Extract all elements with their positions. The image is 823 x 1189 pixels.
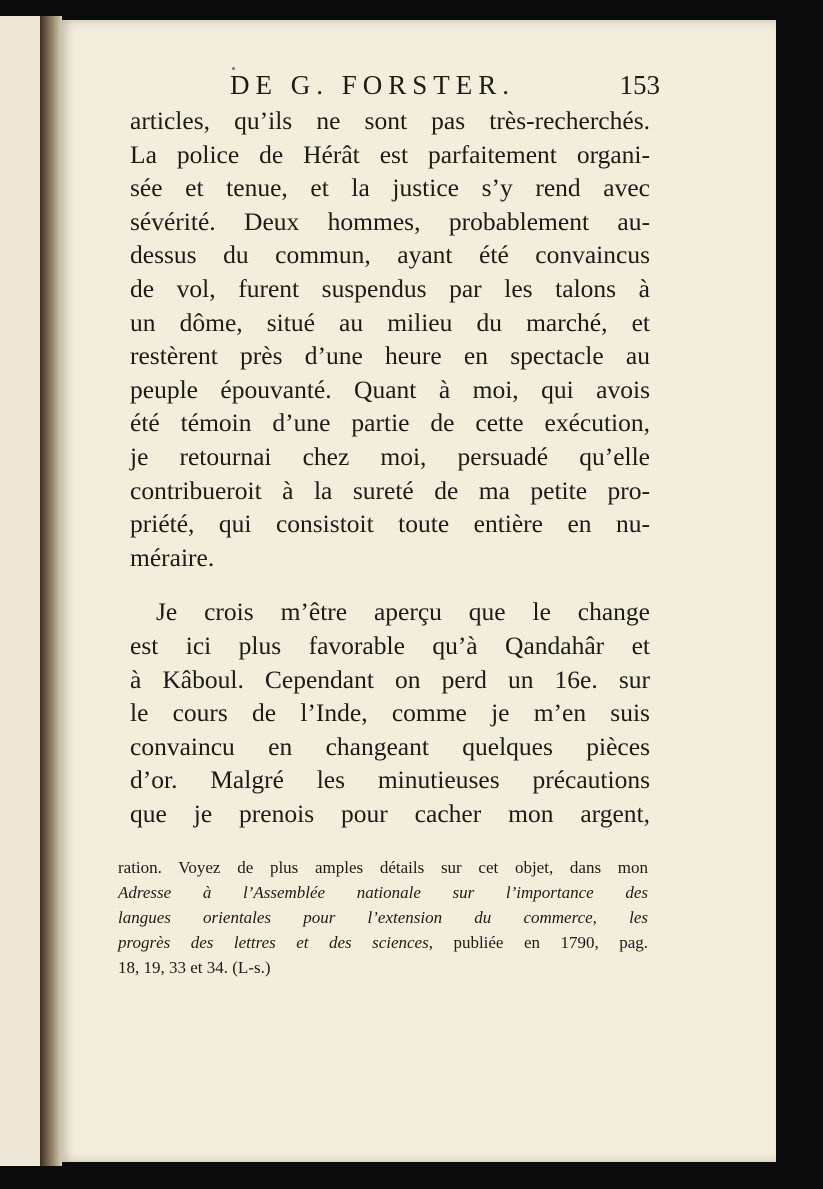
text-line: que je prenois pour cacher mon argent, — [130, 798, 650, 828]
text-line: articles, qu’ils ne sont pas très-recherchés. — [130, 106, 650, 135]
paragraph-2 — [130, 595, 650, 830]
text-line: contribueroit à la sureté de ma petite pro- — [130, 475, 650, 505]
footnote-line: Adresse à l’Assemblée nationale sur l’importance des — [118, 883, 648, 902]
footnote-line: 18, 19, 33 et 34. (L-s.) — [118, 958, 271, 977]
text-line: un dôme, situé au milieu du marché, et — [130, 307, 650, 337]
text-line: sée et tenue, et la justice s’y rend avec — [130, 173, 650, 203]
text-line: peuple épouvanté. Quant à moi, qui avois — [130, 374, 650, 404]
text-line: de vol, furent suspendus par les talons à — [130, 273, 650, 303]
text-line: à Kâboul. Cependant on perd un 16e. sur — [130, 664, 650, 694]
page-number: 153 — [619, 70, 660, 100]
text-line: été témoin d’une partie de cette exécution, — [130, 408, 650, 438]
text-line: Je crois m’être aperçu que le change — [156, 597, 650, 627]
footnote-italic-text: progrès des lettres et des sciences, — [118, 933, 433, 952]
running-title: DE G. FORSTER. — [230, 70, 516, 100]
text-line: restèrent près d’une heure en spectacle au — [130, 341, 650, 371]
book-page — [60, 20, 776, 1162]
footnote-line: langues orientales pour l’extension du commerce, les — [118, 908, 648, 927]
text-line: dessus du commun, ayant été convaincus — [130, 240, 650, 270]
main-text — [130, 104, 650, 830]
text-line: est ici plus favorable qu’à Qandahâr et — [130, 630, 650, 660]
running-header — [230, 70, 660, 104]
book-gutter — [40, 16, 62, 1166]
text-line: convaincu en changeant quelques pièces — [130, 731, 650, 761]
text-line: sévérité. Deux hommes, probablement au- — [130, 206, 650, 236]
text-line: d’or. Malgré les minutieuses précautions — [130, 765, 650, 795]
text-line: priété, qui consistoit toute entière en nu- — [130, 509, 650, 539]
text-line: le cours de l’Inde, comme je m’en suis — [130, 698, 650, 728]
text-line: La police de Hérât est parfaitement organi- — [130, 139, 650, 169]
text-line: méraire. — [130, 542, 215, 572]
footnote-roman-text: publiée en 1790, pag. — [432, 933, 648, 952]
footnote — [118, 855, 648, 980]
footnote-line: ration. Voyez de plus amples détails sur cet objet, dans mon — [118, 858, 648, 877]
footnote-line — [118, 930, 648, 955]
text-line: je retournai chez moi, persuadé qu’elle — [130, 441, 650, 471]
